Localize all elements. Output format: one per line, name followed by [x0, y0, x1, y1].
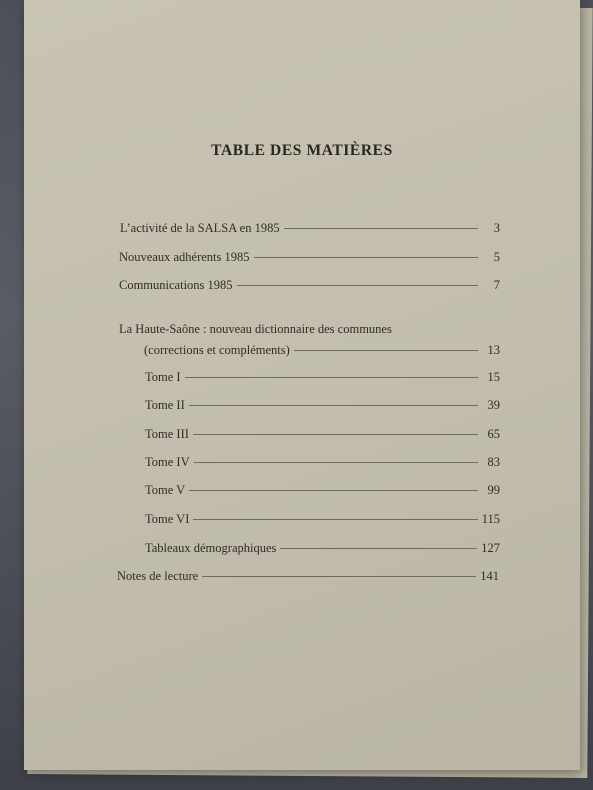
toc-entry-label: L’activité de la SALSA en 1985	[120, 221, 280, 235]
dot-leader	[280, 548, 477, 549]
toc-entry-label: Tome VI	[145, 512, 190, 526]
toc-entry-label: Tome IV	[145, 455, 190, 469]
toc-entry-label: Nouveaux adhérents 1985	[119, 250, 250, 264]
toc-entry	[145, 455, 500, 470]
toc-entry	[145, 398, 500, 413]
toc-entry-label: Tome I	[145, 370, 181, 384]
dot-leader	[237, 285, 478, 286]
toc-entry-heading: La Haute-Saône : nouveau dictionnaire des communes	[119, 322, 392, 336]
toc-entry	[145, 370, 500, 385]
toc-entry-page: 141	[480, 569, 499, 583]
page-title: TABLE DES MATIÈRES	[211, 142, 393, 159]
dot-leader	[294, 350, 478, 351]
toc-entry-page: 65	[487, 427, 500, 441]
toc-entry	[144, 343, 500, 358]
toc-entry	[119, 278, 500, 293]
toc-entry	[145, 512, 500, 527]
toc-entry-page: 83	[487, 455, 500, 469]
dot-leader	[194, 462, 478, 463]
dot-leader	[202, 576, 476, 577]
toc-entry-page: 7	[493, 278, 500, 292]
toc-entry-page: 15	[487, 370, 500, 384]
toc-entry-label: Communications 1985	[119, 278, 233, 292]
toc-entry-page: 99	[487, 483, 500, 497]
toc-entry-label: Tome III	[145, 427, 189, 441]
dot-leader	[189, 405, 478, 406]
toc-entry	[117, 569, 499, 584]
toc-entry	[145, 427, 500, 442]
document-page	[24, 0, 580, 770]
toc-entry	[145, 541, 500, 556]
toc-entry-label: Tome II	[145, 398, 185, 412]
dot-leader	[254, 257, 478, 258]
toc-entry-page: 3	[493, 221, 500, 235]
toc-entry-page: 127	[481, 541, 500, 555]
dot-leader	[193, 434, 478, 435]
toc-entry-label: Tableaux démographiques	[145, 541, 277, 555]
toc-entry-page: 39	[487, 398, 500, 412]
dot-leader	[284, 228, 478, 229]
toc-entry-label: Notes de lecture	[117, 569, 199, 583]
toc-entry-page: 115	[481, 512, 500, 526]
toc-entry	[119, 250, 500, 265]
toc-entry	[145, 483, 500, 498]
toc-entry-label: Tome V	[145, 483, 186, 497]
dot-leader	[189, 490, 478, 491]
dot-leader	[193, 519, 477, 520]
toc-entry-page: 13	[487, 343, 500, 357]
dot-leader	[185, 377, 478, 378]
toc-entry-label-continued: (corrections et compléments)	[144, 343, 290, 357]
toc-entry	[120, 221, 500, 236]
toc-entry-page: 5	[493, 250, 500, 264]
